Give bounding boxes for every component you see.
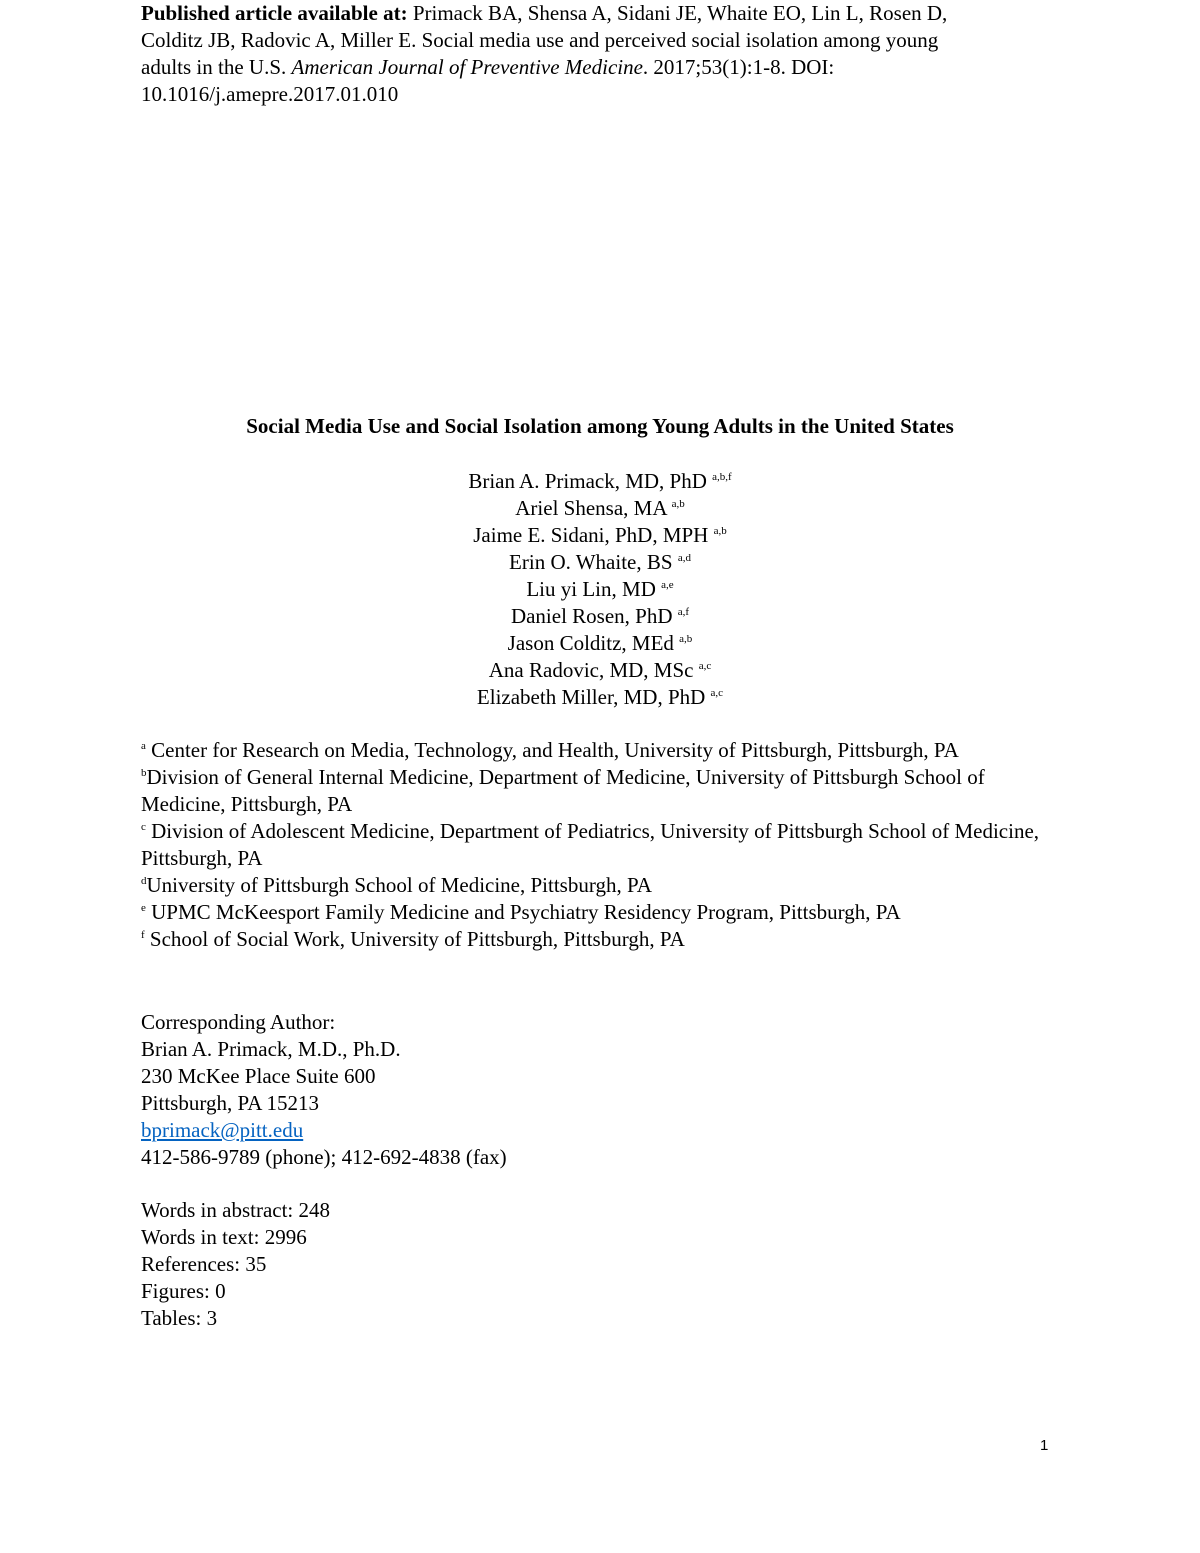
page-number: 1 [1040, 1437, 1049, 1454]
count-references: References: 35 [141, 1252, 267, 1276]
citation-doi: 10.1016/j.amepre.2017.01.010 [141, 82, 399, 106]
author-affiliation-marks: a,f [677, 606, 690, 618]
citation-line-3-post: . 2017;53(1):1-8. DOI: [642, 55, 835, 79]
corresponding-email-row [141, 1117, 841, 1144]
email-link[interactable]: bprimack@pitt.edu [141, 1118, 304, 1142]
citation-block [141, 0, 1071, 108]
author-item [0, 468, 1200, 495]
author-name: Jaime E. Sidani, PhD, MPH [473, 523, 714, 547]
affiliation-key: a [141, 740, 146, 752]
corresponding-address-line-2: Pittsburgh, PA 15213 [141, 1091, 319, 1115]
author-name: Daniel Rosen, PhD [510, 604, 678, 628]
citation-label: Published article available at: [141, 1, 408, 25]
corresponding-phone: 412-586-9789 (phone); 412-692-4838 (fax) [141, 1145, 507, 1169]
author-name: Ana Radovic, MD, MSc [488, 658, 699, 682]
author-affiliation-marks: a,b [679, 633, 693, 645]
author-item [0, 657, 1200, 684]
author-affiliation-marks: a,c [698, 660, 712, 672]
affiliation-item [141, 764, 1061, 818]
citation-line-2: Colditz JB, Radovic A, Miller E. Social media use and perceived social isolation among young [141, 28, 939, 52]
affiliation-key: e [141, 902, 146, 914]
affiliation-key: b [141, 767, 147, 779]
affiliation-key: c [141, 821, 146, 833]
affiliation-text: Division of Adolescent Medicine, Department of Pediatrics, University of Pittsburgh School of Medicine, Pittsburgh, PA [141, 819, 1040, 870]
citation-line-3-pre: adults in the U.S. [141, 55, 292, 79]
citation-line-1 [141, 0, 1071, 27]
author-name: Liu yi Lin, MD [526, 577, 662, 601]
citation-line-3 [141, 54, 1071, 81]
count-figures: Figures: 0 [141, 1279, 226, 1303]
author-item [0, 522, 1200, 549]
author-list [0, 468, 1200, 711]
author-name: Jason Colditz, MEd [507, 631, 680, 655]
affiliation-list [141, 737, 1061, 953]
corresponding-heading: Corresponding Author: [141, 1010, 336, 1034]
corresponding-address-line-1: 230 McKee Place Suite 600 [141, 1064, 376, 1088]
author-affiliation-marks: a,d [677, 552, 691, 564]
affiliation-item [141, 872, 1061, 899]
affiliation-item [141, 818, 1061, 872]
author-affiliation-marks: a,b [713, 525, 727, 537]
affiliation-text: Center for Research on Media, Technology, and Health, University of Pittsburgh, Pittsburgh, PA [145, 738, 959, 762]
author-item [0, 684, 1200, 711]
author-name: Brian A. Primack, MD, PhD [468, 469, 713, 493]
author-affiliation-marks: a,e [661, 579, 674, 591]
affiliation-text: School of Social Work, University of Pittsburgh, Pittsburgh, PA [144, 927, 685, 951]
author-item [0, 630, 1200, 657]
author-affiliation-marks: a,b,f [712, 471, 732, 483]
corresponding-name: Brian A. Primack, M.D., Ph.D. [141, 1037, 401, 1061]
affiliation-text: Division of General Internal Medicine, Department of Medicine, University of Pittsburgh School of Medicine, Pittsburgh, PA [141, 765, 985, 816]
journal-name: American Journal of Preventive Medicine [291, 55, 643, 79]
author-name: Elizabeth Miller, MD, PhD [476, 685, 711, 709]
affiliation-item [141, 926, 1061, 953]
affiliation-item [141, 737, 1061, 764]
author-affiliation-marks: a,b [671, 498, 685, 510]
count-tables: Tables: 3 [141, 1306, 218, 1330]
author-item [0, 603, 1200, 630]
affiliation-item [141, 899, 1061, 926]
author-item [0, 576, 1200, 603]
affiliation-key: f [141, 929, 145, 941]
count-abstract-words: Words in abstract: 248 [141, 1198, 331, 1222]
affiliation-text: University of Pittsburgh School of Medicine, Pittsburgh, PA [146, 873, 652, 897]
citation-line-1-text: Primack BA, Shensa A, Sidani JE, Whaite EO, Lin L, Rosen D, [407, 1, 948, 25]
author-name: Erin O. Whaite, BS [509, 550, 678, 574]
affiliation-key: d [141, 875, 147, 887]
affiliation-text: UPMC McKeesport Family Medicine and Psychiatry Residency Program, Pittsburgh, PA [145, 900, 901, 924]
manuscript-counts [141, 1197, 841, 1332]
count-text-words: Words in text: 2996 [141, 1225, 307, 1249]
author-name: Ariel Shensa, MA [515, 496, 672, 520]
paper-title: Social Media Use and Social Isolation among Young Adults in the United States [246, 414, 954, 438]
author-item [0, 549, 1200, 576]
author-affiliation-marks: a,c [710, 687, 724, 699]
corresponding-author-block [141, 1009, 841, 1171]
author-item [0, 495, 1200, 522]
